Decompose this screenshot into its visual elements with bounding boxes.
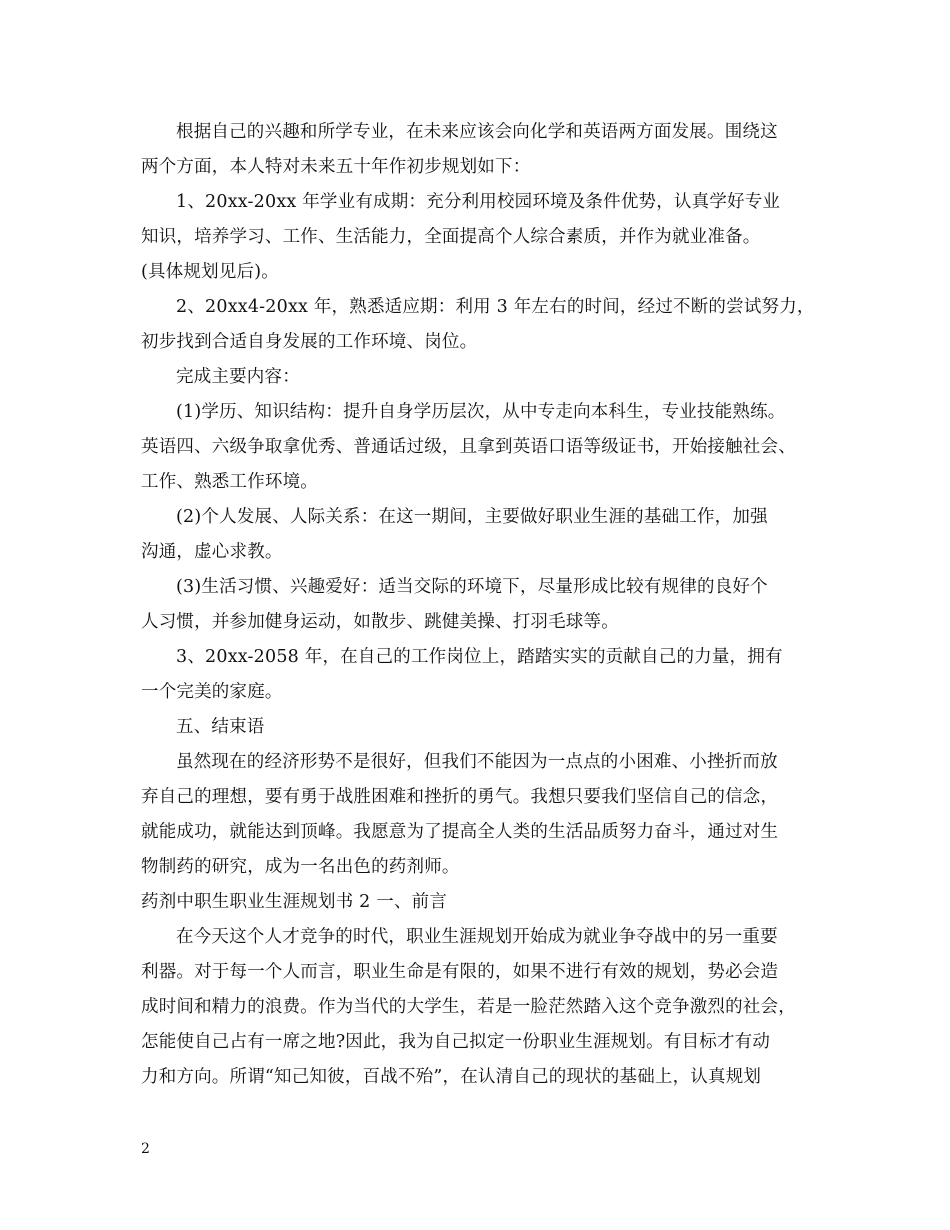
page-number: 2 bbox=[141, 1141, 150, 1157]
text-line-10: 英语四、六级争取拿优秀、普通话过级，且拿到英语口语等级证书，开始接触社会、 bbox=[141, 437, 796, 457]
text-line-24: 在今天这个人才竞争的时代，职业生涯规划开始成为就业争夺战中的另一重要 bbox=[176, 927, 778, 947]
text-line-7: 初步找到合适自身发展的工作环境、岗位。 bbox=[141, 332, 478, 352]
text-line-25: 利器。对于每一个人而言，职业生命是有限的，如果不进行有效的规划，势必会造 bbox=[141, 962, 779, 982]
section-heading-conclusion: 五、结束语 bbox=[176, 717, 265, 737]
text-line-21: 就能成功，就能达到顶峰。我愿意为了提高全人类的生活品质努力奋斗，通过对生 bbox=[141, 822, 779, 842]
text-line-3: 1、20xx-20xx 年学业有成期：充分利用校园环境及条件优势，认真学好专业 bbox=[176, 192, 781, 212]
section-heading-title: 药剂中职生职业生涯规划书 2 一、前言 bbox=[141, 892, 448, 912]
text-line-14: (3)生活习惯、兴趣爱好：适当交际的环境下，尽量形成比较有规律的良好个 bbox=[176, 577, 768, 597]
text-line-19: 虽然现在的经济形势不是很好，但我们不能因为一点点的小困难、小挫折而放 bbox=[176, 752, 778, 772]
text-line-2: 两个方面，本人特对未来五十年作初步规划如下： bbox=[141, 157, 531, 177]
text-line-9: (1)学历、知识结构：提升自身学历层次，从中专走向本科生，专业技能熟练。 bbox=[176, 402, 786, 422]
text-line-5: (具体规划见后)。 bbox=[141, 262, 279, 282]
text-line-26: 成时间和精力的浪费。作为当代的大学生，若是一脸茫然踏入这个竞争激烈的社会， bbox=[141, 997, 796, 1017]
text-line-22: 物制药的研究，成为一名出色的药剂师。 bbox=[141, 857, 460, 877]
text-line-27: 怎能使自己占有一席之地?因此，我为自己拟定一份职业生涯规划。有目标才有动 bbox=[141, 1032, 771, 1052]
text-line-8: 完成主要内容： bbox=[176, 367, 300, 387]
text-line-4: 知识，培养学习、工作、生活能力，全面提高个人综合素质，并作为就业准备。 bbox=[141, 227, 761, 247]
text-line-6: 2、20xx4-20xx 年，熟悉适应期：利用 3 年左右的时间，经过不断的尝试努力， bbox=[176, 297, 815, 317]
text-line-1: 根据自己的兴趣和所学专业，在未来应该会向化学和英语两方面发展。围绕这 bbox=[176, 122, 778, 142]
text-line-20: 弃自己的理想，要有勇于战胜困难和挫折的勇气。我想只要我们坚信自己的信念， bbox=[141, 787, 779, 807]
text-line-13: 沟通，虚心求教。 bbox=[141, 542, 283, 562]
text-line-16: 3、20xx-2058 年，在自己的工作岗位上，踏踏实实的贡献自己的力量，拥有 bbox=[176, 647, 783, 667]
text-line-15: 人习惯，并参加健身运动，如散步、跳健美操、打羽毛球等。 bbox=[141, 612, 619, 632]
text-line-17: 一个完美的家庭。 bbox=[141, 682, 283, 702]
text-line-12: (2)个人发展、人际关系：在这一期间，主要做好职业生涯的基础工作，加强 bbox=[176, 507, 768, 527]
text-line-28: 力和方向。所谓“知己知彼，百战不殆”，在认清自己的现状的基础上，认真规划 bbox=[141, 1067, 762, 1087]
text-line-11: 工作、熟悉工作环境。 bbox=[141, 472, 318, 492]
